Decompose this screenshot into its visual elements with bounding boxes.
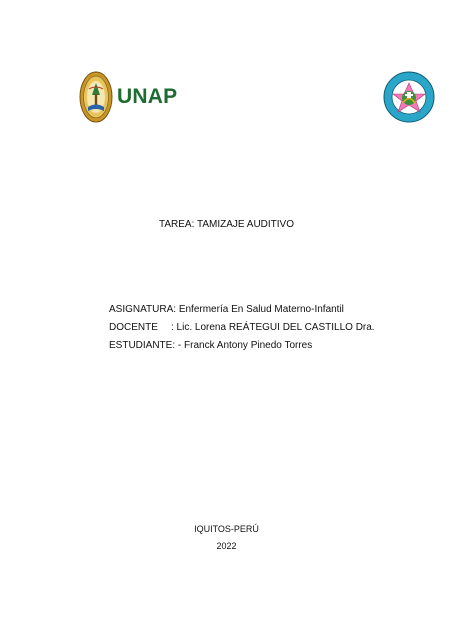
unap-logo	[79, 70, 181, 124]
faculty-seal	[383, 70, 435, 124]
task-title: TAREA: TAMIZAJE AUDITIVO	[158, 219, 295, 230]
unap-wordmark: UNAP	[117, 85, 178, 108]
faculty-seal-icon	[383, 70, 435, 124]
docente-line	[109, 319, 375, 337]
asignatura-line: ASIGNATURA: Enfermería En Salud Materno-Infantil	[109, 304, 344, 315]
city-text: IQUITOS-PERÚ	[194, 524, 259, 534]
year-text: 2022	[216, 541, 237, 551]
docente-value: : Lic. Lorena REÁTEGUI DEL CASTILLO Dra.	[171, 322, 375, 333]
estudiante-line: ESTUDIANTE: - Franck Antony Pinedo Torres	[109, 340, 313, 351]
unap-seal-icon	[79, 71, 113, 123]
document-info	[109, 301, 375, 355]
docente-label: DOCENTE	[109, 322, 158, 333]
